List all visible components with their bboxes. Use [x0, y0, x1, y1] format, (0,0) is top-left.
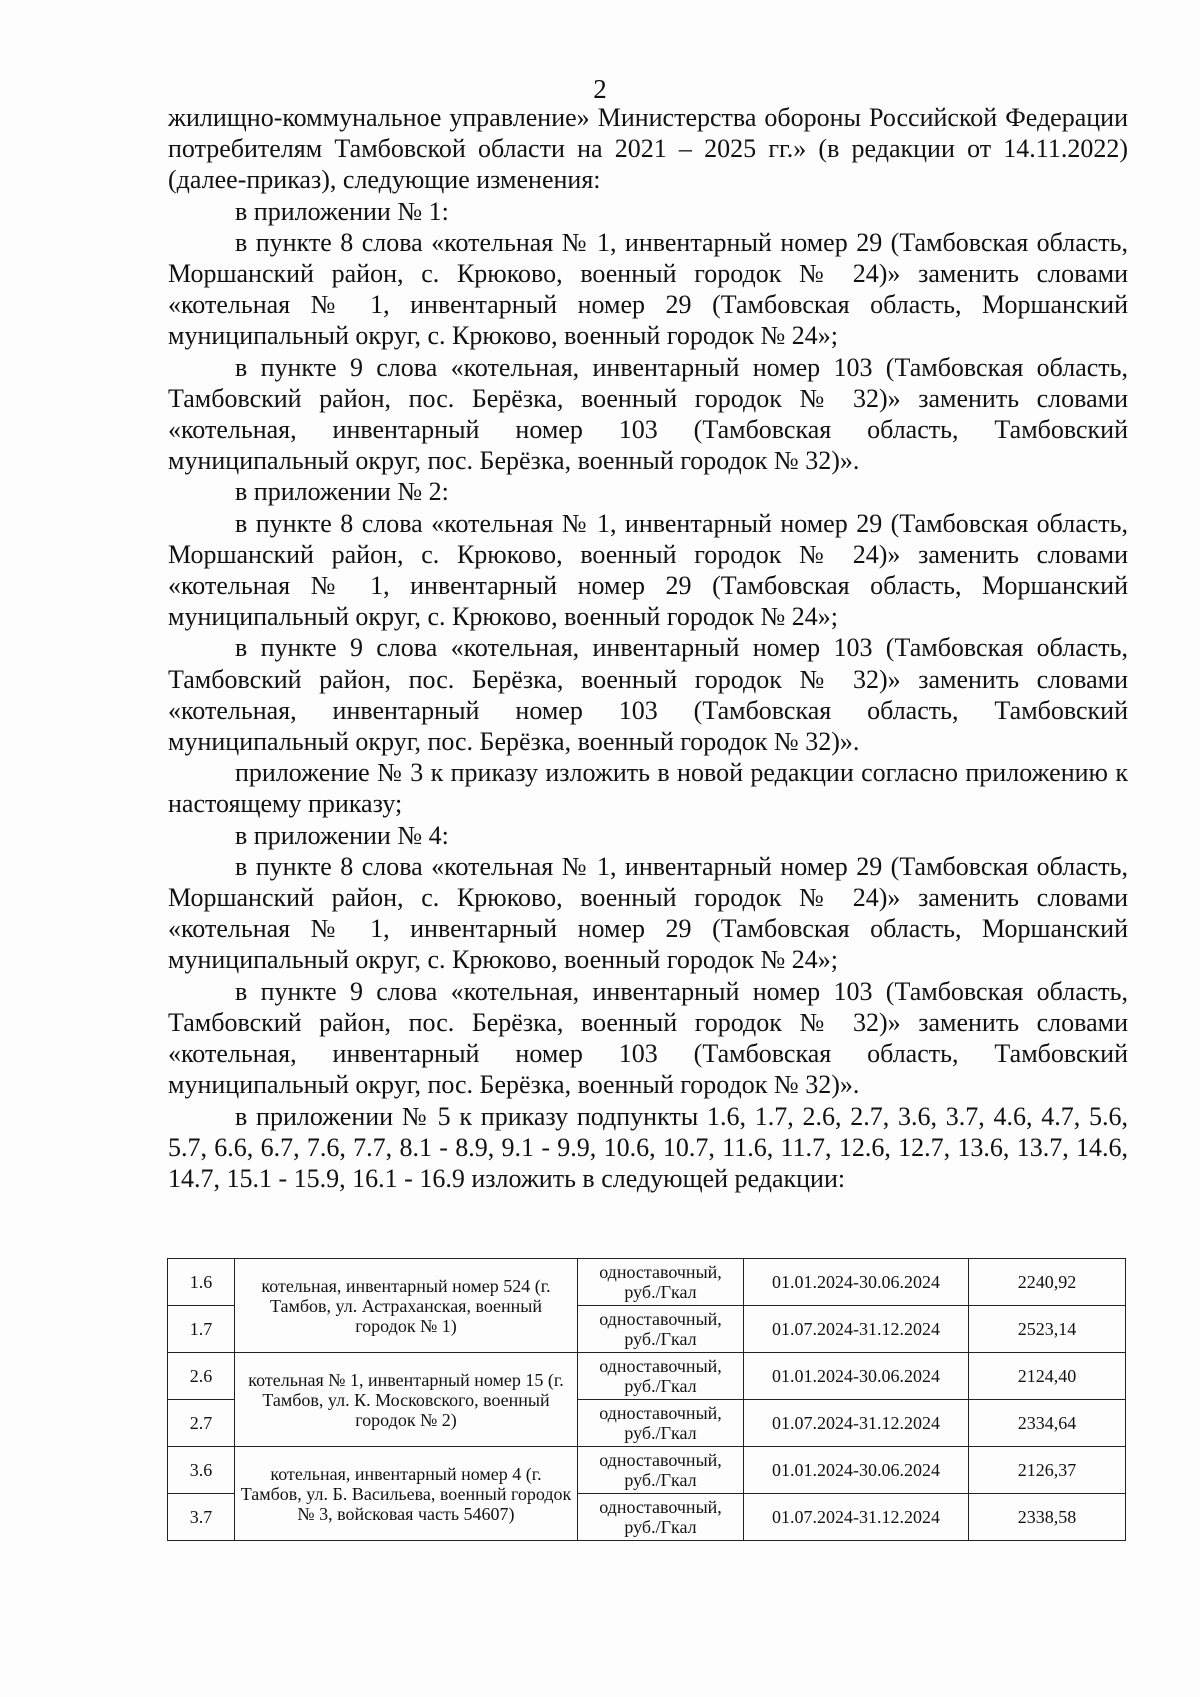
- row-number-cell: 2.6: [168, 1353, 235, 1400]
- paragraph-appendix-2-item-8: в пункте 8 слова «котельная № 1, инвентарный номер 29 (Тамбовская область, Моршанский район, с. Крюково, военный городок № 24)» заменить словами «котельная № 1, инвентарный номер 29 (Тамбовская область, Моршанский муниципальный округ, с. Крюково, военный городок № 24»;: [168, 508, 1128, 632]
- document-body: [168, 102, 1128, 1194]
- value-cell: 2334,64: [969, 1400, 1126, 1447]
- object-cell: котельная № 1, инвентарный номер 15 (г. Тамбов, ул. К. Московского, военный городок № 2): [235, 1353, 578, 1447]
- paragraph-appendix-4-item-9: в пункте 9 слова «котельная, инвентарный номер 103 (Тамбовская область, Тамбовский район, пос. Берёзка, военный городок № 32)» заменить словами «котельная, инвентарный номер 103 (Тамбовская область, Тамбовский муниципальный округ, пос. Берёзка, военный городок № 32)».: [168, 976, 1128, 1100]
- period-cell: 01.07.2024-31.12.2024: [744, 1494, 969, 1541]
- paragraph-appendix-2-item-9: в пункте 9 слова «котельная, инвентарный номер 103 (Тамбовская область, Тамбовский район, пос. Берёзка, военный городок № 32)» заменить словами «котельная, инвентарный номер 103 (Тамбовская область, Тамбовский муниципальный округ, пос. Берёзка, военный городок № 32)».: [168, 633, 1128, 757]
- row-number-cell: 1.6: [168, 1259, 235, 1306]
- table-row: [168, 1259, 1126, 1306]
- value-cell: 2126,37: [969, 1447, 1126, 1494]
- period-cell: 01.07.2024-31.12.2024: [744, 1400, 969, 1447]
- paragraph-appendix-4-heading: в приложении № 4:: [235, 820, 449, 850]
- object-cell: котельная, инвентарный номер 4 (г. Тамбов, ул. Б. Васильева, военный городок № 3, войсковая часть 54607): [235, 1447, 578, 1541]
- period-cell: 01.07.2024-31.12.2024: [744, 1306, 969, 1353]
- paragraph-appendix-3: приложение № 3 к приказу изложить в новой редакции согласно приложению к настоящему приказу;: [168, 758, 1128, 819]
- paragraph-appendix-1-heading: в приложении № 1:: [235, 196, 449, 226]
- tariff-type-cell: одноставочный, руб./Гкал: [578, 1259, 744, 1306]
- paragraph-appendix-1-item-8: в пункте 8 слова «котельная № 1, инвентарный номер 29 (Тамбовская область, Моршанский район, с. Крюково, военный городок № 24)» заменить словами «котельная № 1, инвентарный номер 29 (Тамбовская область, Моршанский муниципальный округ, с. Крюково, военный городок № 24»;: [168, 227, 1128, 351]
- row-number-cell: 3.6: [168, 1447, 235, 1494]
- paragraph-appendix-1-item-9: в пункте 9 слова «котельная, инвентарный номер 103 (Тамбовская область, Тамбовский район, пос. Берёзка, военный городок № 32)» заменить словами «котельная, инвентарный номер 103 (Тамбовская область, Тамбовский муниципальный округ, пос. Берёзка, военный городок № 32)».: [168, 352, 1128, 476]
- paragraph-appendix-2-heading: в приложении № 2:: [235, 477, 449, 507]
- table-row: [168, 1447, 1126, 1494]
- tariff-type-cell: одноставочный, руб./Гкал: [578, 1353, 744, 1400]
- tariff-table: [167, 1258, 1126, 1541]
- paragraph-intro: жилищно-коммунальное управление» Министерства обороны Российской Федерации потребителям Тамбовской области на 2021 – 2025 гг.» (в редакции от 14.11.2022) (далее-приказ), следующие изменения:: [168, 103, 1128, 195]
- period-cell: 01.01.2024-30.06.2024: [744, 1353, 969, 1400]
- paragraph-appendix-5: в приложении № 5 к приказу подпункты 1.6, 1.7, 2.6, 2.7, 3.6, 3.7, 4.6, 4.7, 5.6, 5.7, 6.6, 6.7, 7.6, 7.7, 8.1 - 8.9, 9.1 - 9.9, 10.6, 10.7, 11.6, 11.7, 12.6, 12.7, 13.6, 13.7, 14.6, 14.7, 15.1 - 15.9, 16.1 - 16.9 изложить в следующей редакции:: [168, 1101, 1128, 1193]
- tariff-type-cell: одноставочный, руб./Гкал: [578, 1494, 744, 1541]
- row-number-cell: 2.7: [168, 1400, 235, 1447]
- value-cell: 2240,92: [969, 1259, 1126, 1306]
- period-cell: 01.01.2024-30.06.2024: [744, 1259, 969, 1306]
- tariff-type-cell: одноставочный, руб./Гкал: [578, 1400, 744, 1447]
- table-row: [168, 1353, 1126, 1400]
- tariff-type-cell: одноставочный, руб./Гкал: [578, 1447, 744, 1494]
- page-number: 2: [593, 74, 607, 104]
- value-cell: 2124,40: [969, 1353, 1126, 1400]
- paragraph-appendix-4-item-8: в пункте 8 слова «котельная № 1, инвентарный номер 29 (Тамбовская область, Моршанский район, с. Крюково, военный городок № 24)» заменить словами «котельная № 1, инвентарный номер 29 (Тамбовская область, Моршанский муниципальный округ, с. Крюково, военный городок № 24»;: [168, 851, 1128, 975]
- row-number-cell: 3.7: [168, 1494, 235, 1541]
- value-cell: 2523,14: [969, 1306, 1126, 1353]
- row-number-cell: 1.7: [168, 1306, 235, 1353]
- period-cell: 01.01.2024-30.06.2024: [744, 1447, 969, 1494]
- tariff-type-cell: одноставочный, руб./Гкал: [578, 1306, 744, 1353]
- value-cell: 2338,58: [969, 1494, 1126, 1541]
- object-cell: котельная, инвентарный номер 524 (г. Тамбов, ул. Астраханская, военный городок № 1): [235, 1259, 578, 1353]
